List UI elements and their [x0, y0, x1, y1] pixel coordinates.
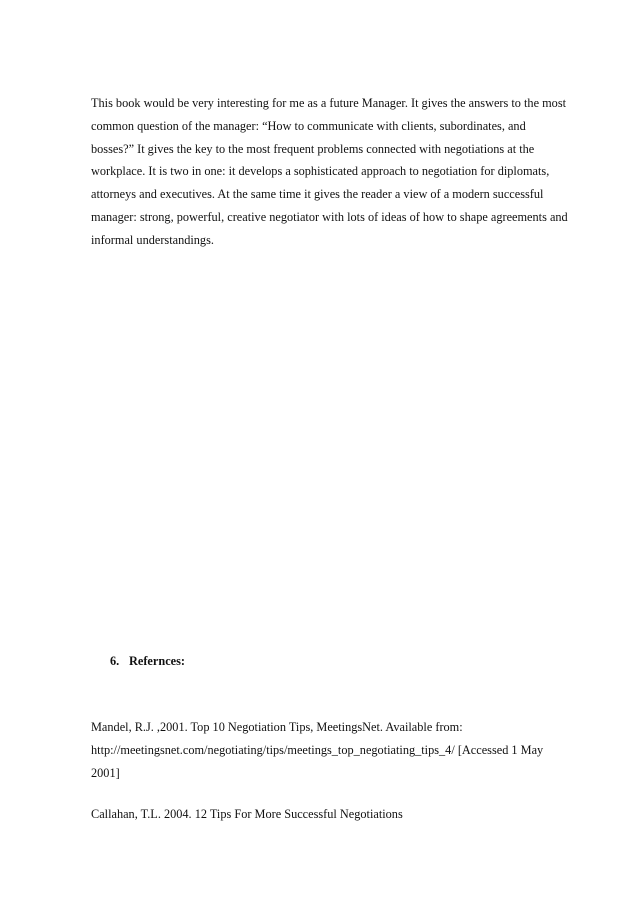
- paragraph-line: attorneys and executives. At the same time it gives the reader a view of a modern successful: [91, 187, 544, 202]
- paragraph-line: common question of the manager: “How to communicate with clients, subordinates, and: [91, 118, 526, 133]
- paragraph-line: bosses?” It gives the key to the most frequent problems connected with negotiations at the: [91, 141, 535, 156]
- section-number: 6.: [110, 654, 120, 668]
- body-paragraph: [91, 92, 591, 252]
- section-title: Refernces:: [129, 654, 185, 668]
- paragraph-line: This book would be very interesting for me as a future Manager. It gives the answers to the most: [91, 96, 567, 110]
- reference-line: http://meetingsnet.com/negotiating/tips/meetings_top_negotiating_tips_4/ [Accessed 1 May: [91, 742, 544, 757]
- reference-item: [91, 803, 601, 826]
- paragraph-line: workplace. It is two in one: it develops a sophisticated approach to negotiation for diplomats,: [91, 164, 550, 179]
- reference-item: [91, 716, 601, 784]
- reference-line: 2001]: [91, 765, 120, 780]
- reference-line: Mandel, R.J. ,2001. Top 10 Negotiation Tips, MeetingsNet. Available from:: [91, 720, 463, 734]
- reference-list: [91, 716, 601, 826]
- reference-line: Callahan, T.L. 2004. 12 Tips For More Successful Negotiations: [91, 807, 403, 822]
- section-heading-references: [110, 654, 185, 669]
- paragraph-line: manager: strong, powerful, creative negotiator with lots of ideas of how to shape agreements and: [91, 209, 568, 224]
- paragraph-line: informal understandings.: [91, 232, 214, 247]
